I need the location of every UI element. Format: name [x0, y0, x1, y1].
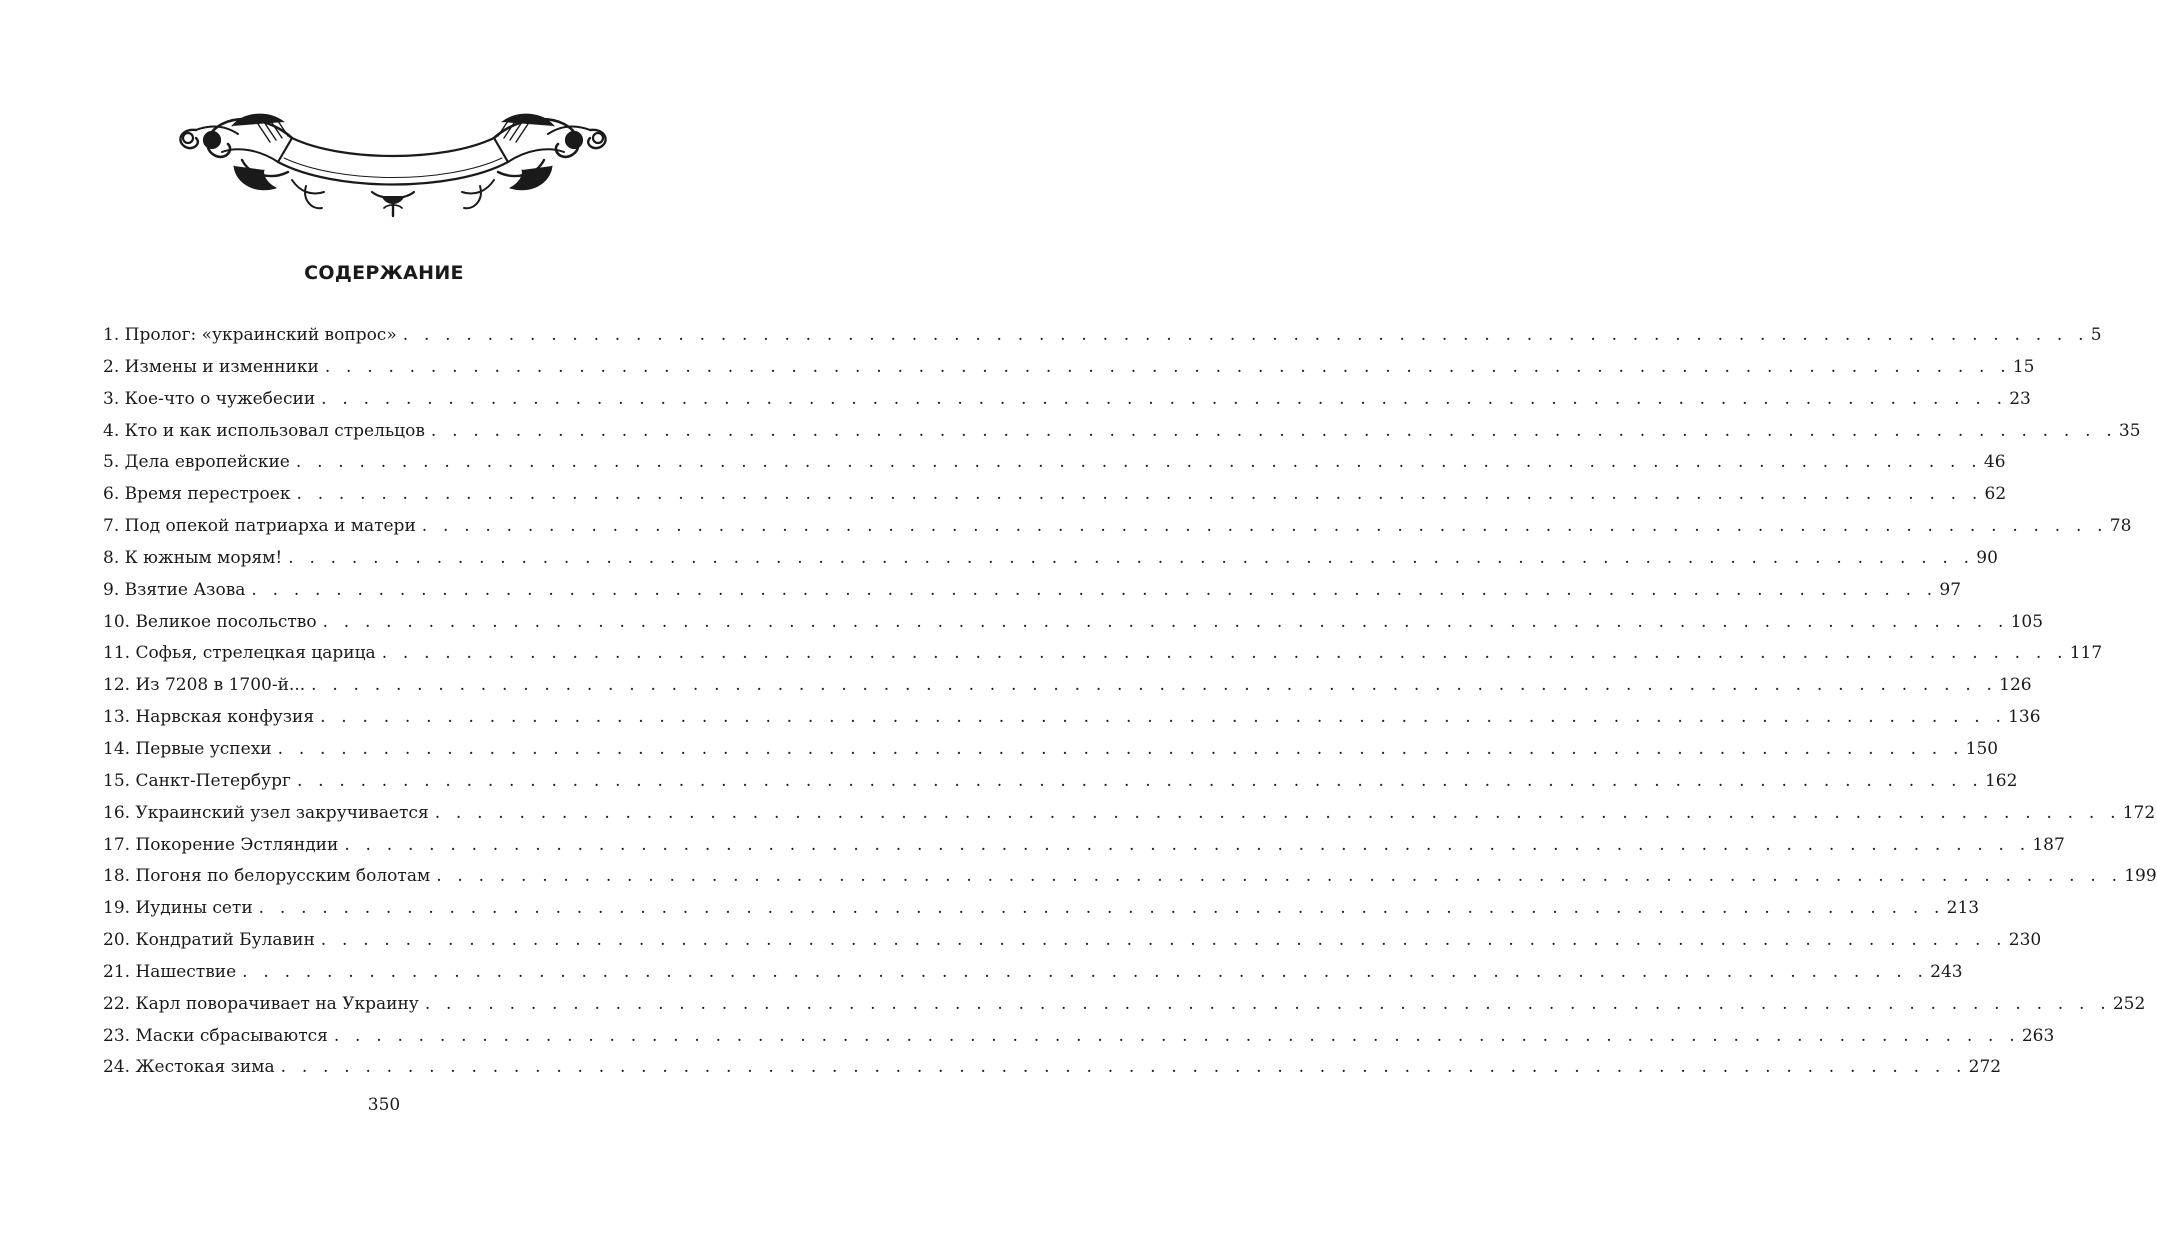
toc-entry-title: 22. Карл поворачивает на Украину — [103, 993, 419, 1014]
toc-entry-title: 1. Пролог: «украинский вопрос» — [103, 325, 397, 345]
toc-entry — [103, 957, 1963, 989]
toc-entry-title: 8. К южным морям! — [103, 547, 283, 568]
toc-entry-page: 172 — [2122, 802, 2156, 823]
toc-entry — [103, 861, 2157, 893]
toc-entry — [103, 320, 2102, 352]
dot-leader: . . . . . . . . . . . . . . . . . . . . . . . . . . . . . . . . . . . . . . . . . . . . . . . . . . . . . . . . . . . . . . . . . . . . . . . . . . . . . . . . — [430, 420, 2117, 441]
toc-entry-title: 18. Погоня по белорусским болотам — [103, 866, 431, 887]
toc-entry-page: 46 — [1983, 452, 2006, 473]
toc-entry — [103, 1052, 2002, 1084]
toc-entry — [103, 734, 1999, 766]
toc-entry — [103, 702, 2041, 734]
toc-entry-title: 10. Великое посольство — [103, 611, 317, 632]
toc-entry-page: 199 — [2124, 866, 2157, 887]
toc-entry-page: 162 — [1984, 770, 2018, 791]
toc-entry-title: 4. Кто и как использовал стрельцов — [103, 420, 425, 441]
toc-entry-page: 78 — [2109, 516, 2132, 537]
dot-leader: . . . . . . . . . . . . . . . . . . . . . . . . . . . . . . . . . . . . . . . . . . . . . . . . . . . . . . . . . . . . . . . . . . . . . . . . . . . . . . . . — [434, 802, 2121, 823]
toc-entry-page: 150 — [1965, 738, 1999, 759]
toc-entry-page: 187 — [2032, 834, 2065, 855]
toc-entry — [103, 798, 2156, 830]
dot-leader: . . . . . . . . . . . . . . . . . . . . . . . . . . . . . . . . . . . . . . . . . . . . . . . . . . . . . . . . . . . . . . . . . . . . . . . . . . . . . . . . — [421, 516, 2108, 537]
dot-leader: . . . . . . . . . . . . . . . . . . . . . . . . . . . . . . . . . . . . . . . . . . . . . . . . . . . . . . . . . . . . . . . . . . . . . . . . . . . . . . . . — [295, 452, 1982, 473]
toc-entry-page: 272 — [1968, 1057, 2002, 1078]
toc-entry — [103, 638, 2103, 670]
toc-entry-title: 14. Первые успехи — [103, 738, 272, 759]
toc-entry-page: 263 — [2021, 1025, 2055, 1046]
dot-leader: . . . . . . . . . . . . . . . . . . . . . . . . . . . . . . . . . . . . . . . . . . . . . . . . . . . . . . . . . . . . . . . . . . . . . . . . . . . . . . . . — [320, 707, 2007, 728]
toc-entry-page: 5 — [2090, 325, 2102, 345]
dot-leader: . . . . . . . . . . . . . . . . . . . . . . . . . . . . . . . . . . . . . . . . . . . . . . . . . . . . . . . . . . . . . . . . . . . . . . . . . . . . . . . . — [280, 1057, 1967, 1078]
dot-leader: . . . . . . . . . . . . . . . . . . . . . . . . . . . . . . . . . . . . . . . . . . . . . . . . . . . . . . . . . . . . . . . . . . . . . . . . . . . . . . . . — [296, 484, 1983, 505]
toc-entry-page: 252 — [2112, 993, 2146, 1014]
toc-entry — [103, 766, 2018, 798]
toc-entry — [103, 543, 1998, 575]
toc-entry — [103, 925, 2042, 957]
toc-entry — [103, 479, 2007, 511]
toc-entry-title: 6. Время перестроек — [103, 484, 291, 505]
dot-leader: . . . . . . . . . . . . . . . . . . . . . . . . . . . . . . . . . . . . . . . . . . . . . . . . . . . . . . . . . . . . . . . . . . . . . . . . . . . . . . . . — [324, 356, 2011, 377]
page-title: СОДЕРЖАНИЕ — [304, 262, 464, 284]
toc-entry-title: 2. Измены и изменники — [103, 356, 319, 377]
toc-entry — [103, 1021, 2055, 1053]
toc-entry-page: 117 — [2069, 643, 2103, 664]
dot-leader: . . . . . . . . . . . . . . . . . . . . . . . . . . . . . . . . . . . . . . . . . . . . . . . . . . . . . . . . . . . . . . . . . . . . . . . . . . . . . . . . — [311, 675, 1998, 696]
dot-leader: . . . . . . . . . . . . . . . . . . . . . . . . . . . . . . . . . . . . . . . . . . . . . . . . . . . . . . . . . . . . . . . . . . . . . . . . . . . . . . . . — [381, 643, 2068, 664]
dot-leader: . . . . . . . . . . . . . . . . . . . . . . . . . . . . . . . . . . . . . . . . . . . . . . . . . . . . . . . . . . . . . . . . . . . . . . . . . . . . . . . . — [296, 770, 1983, 791]
toc-entry-page: 35 — [2118, 420, 2141, 441]
toc-entry-title: 15. Санкт-Петербург — [103, 770, 291, 791]
toc-entry-page: 15 — [2012, 356, 2035, 377]
toc-entry — [103, 416, 2141, 448]
toc-entry-page: 97 — [1939, 579, 1962, 600]
toc-entry-title: 11. Софья, стрелецкая царица — [103, 643, 376, 664]
dot-leader: . . . . . . . . . . . . . . . . . . . . . . . . . . . . . . . . . . . . . . . . . . . . . . . . . . . . . . . . . . . . . . . . . . . . . . . . . . . . . . . . — [242, 961, 1929, 982]
table-of-contents — [103, 320, 2157, 1084]
toc-entry-page: 23 — [2009, 388, 2031, 409]
toc-entry-page: 126 — [1999, 675, 2032, 696]
dot-leader: . . . . . . . . . . . . . . . . . . . . . . . . . . . . . . . . . . . . . . . . . . . . . . . . . . . . . . . . . . . . . . . . . . . . . . . . . . . . . . . . — [436, 866, 2123, 887]
toc-entry-title: 17. Покорение Эстляндии — [103, 834, 339, 855]
toc-entry — [103, 575, 1962, 607]
toc-entry-title: 20. Кондратий Булавин — [103, 930, 315, 951]
toc-entry — [103, 893, 1980, 925]
toc-entry-title: 23. Маски сбрасываются — [103, 1025, 328, 1046]
dot-leader: . . . . . . . . . . . . . . . . . . . . . . . . . . . . . . . . . . . . . . . . . . . . . . . . . . . . . . . . . . . . . . . . . . . . . . . . . . . . . . . . — [320, 930, 2007, 951]
dot-leader: . . . . . . . . . . . . . . . . . . . . . . . . . . . . . . . . . . . . . . . . . . . . . . . . . . . . . . . . . . . . . . . . . . . . . . . . . . . . . . . . — [322, 611, 2009, 632]
toc-entry-title: 9. Взятие Азова — [103, 579, 246, 600]
toc-entry-title: 12. Из 7208 в 1700-й... — [103, 675, 306, 696]
dot-leader: . . . . . . . . . . . . . . . . . . . . . . . . . . . . . . . . . . . . . . . . . . . . . . . . . . . . . . . . . . . . . . . . . . . . . . . . . . . . . . . . — [277, 738, 1964, 759]
dot-leader: . . . . . . . . . . . . . . . . . . . . . . . . . . . . . . . . . . . . . . . . . . . . . . . . . . . . . . . . . . . . . . . . . . . . . . . . . . . . . . . . — [344, 834, 2031, 855]
toc-entry — [103, 511, 2132, 543]
toc-entry-title: 21. Нашествие — [103, 961, 237, 982]
toc-entry — [103, 447, 2006, 479]
toc-entry — [103, 670, 2032, 702]
toc-entry-page: 62 — [1984, 484, 2007, 505]
toc-entry-title: 5. Дела европейские — [103, 452, 290, 473]
toc-entry-page: 213 — [1946, 898, 1980, 919]
toc-entry-page: 90 — [1976, 547, 1998, 568]
dot-leader: . . . . . . . . . . . . . . . . . . . . . . . . . . . . . . . . . . . . . . . . . . . . . . . . . . . . . . . . . . . . . . . . . . . . . . . . . . . . . . . . — [321, 388, 2008, 409]
dot-leader: . . . . . . . . . . . . . . . . . . . . . . . . . . . . . . . . . . . . . . . . . . . . . . . . . . . . . . . . . . . . . . . . . . . . . . . . . . . . . . . . — [424, 993, 2111, 1014]
toc-entry — [103, 830, 2065, 862]
toc-entry-title: 16. Украинский узел закручивается — [103, 802, 429, 823]
toc-entry — [103, 989, 2146, 1021]
toc-entry — [103, 352, 2035, 384]
dot-leader: . . . . . . . . . . . . . . . . . . . . . . . . . . . . . . . . . . . . . . . . . . . . . . . . . . . . . . . . . . . . . . . . . . . . . . . . . . . . . . . . — [258, 898, 1945, 919]
toc-entry-title: 19. Иудины сети — [103, 898, 253, 919]
toc-entry-title: 13. Нарвская конфузия — [103, 707, 315, 728]
toc-entry-page: 230 — [2008, 930, 2042, 951]
ribbon-ornament — [172, 100, 614, 218]
toc-entry-title: 24. Жестокая зима — [103, 1057, 275, 1078]
toc-entry-title: 3. Кое-что о чужебесии — [103, 388, 316, 409]
toc-entry — [103, 384, 2031, 416]
dot-leader: . . . . . . . . . . . . . . . . . . . . . . . . . . . . . . . . . . . . . . . . . . . . . . . . . . . . . . . . . . . . . . . . . . . . . . . . . . . . . . . . — [402, 325, 2089, 345]
dot-leader: . . . . . . . . . . . . . . . . . . . . . . . . . . . . . . . . . . . . . . . . . . . . . . . . . . . . . . . . . . . . . . . . . . . . . . . . . . . . . . . . — [251, 579, 1938, 600]
dot-leader: . . . . . . . . . . . . . . . . . . . . . . . . . . . . . . . . . . . . . . . . . . . . . . . . . . . . . . . . . . . . . . . . . . . . . . . . . . . . . . . . — [288, 547, 1975, 568]
page-number: 350 — [367, 1095, 401, 1115]
dot-leader: . . . . . . . . . . . . . . . . . . . . . . . . . . . . . . . . . . . . . . . . . . . . . . . . . . . . . . . . . . . . . . . . . . . . . . . . . . . . . . . . — [333, 1025, 2020, 1046]
toc-entry — [103, 607, 2044, 639]
toc-entry-title: 7. Под опекой патриарха и матери — [103, 516, 416, 537]
toc-entry-page: 136 — [2008, 707, 2041, 728]
toc-entry-page: 243 — [1930, 961, 1963, 982]
toc-entry-page: 105 — [2010, 611, 2044, 632]
